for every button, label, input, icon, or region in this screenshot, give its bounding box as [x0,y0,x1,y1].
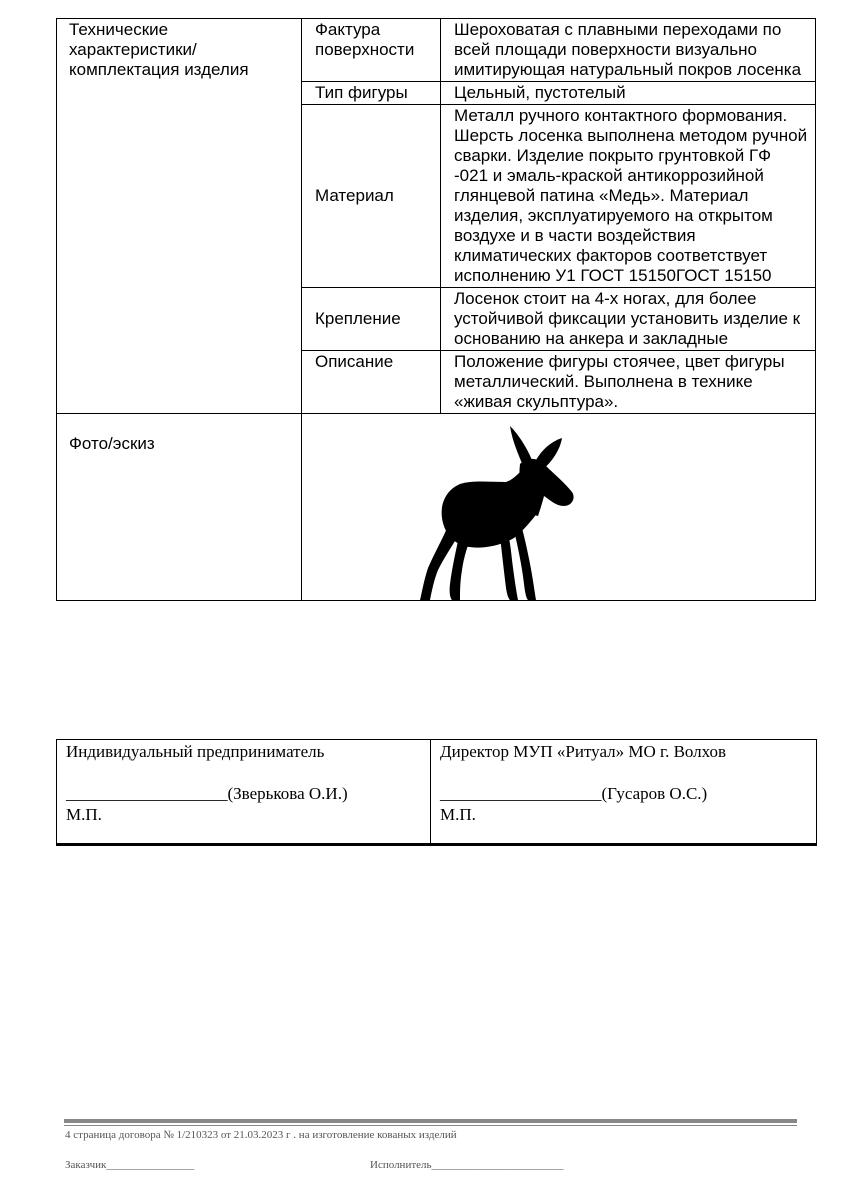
footer-contractor: Исполнитель________________________ [370,1159,564,1171]
moose-calf-silhouette-icon [414,420,586,602]
footer-rule-thin [64,1125,797,1126]
signature-block-left [57,740,431,845]
photo-cell [302,414,816,601]
row-label: Тип фигуры [302,82,441,105]
spec-table [56,18,816,601]
row-label: Описание [302,351,441,414]
signature-table [56,739,817,846]
signature-block-right [431,740,817,845]
row-label: Фактура поверхности [302,19,441,82]
row-value: Положение фигуры стоячее, цвет фигуры металлический. Выполнена в технике «живая скульптура». [441,351,816,414]
signatory-title: Директор МУП «Ритуал» МО г. Волхов [440,742,727,761]
stamp-place: М.П. [440,805,476,824]
signatory-title: Индивидуальный предприниматель [66,742,325,761]
row-value: Цельный, пустотелый [441,82,816,105]
footer-page-info: 4 страница договора № 1/210323 от 21.03.2023 г . на изготовление кованых изделий [65,1129,457,1141]
row-value: Лосенок стоит на 4-х ногах, для более устойчивой фиксации установить изделие к основанию на анкера и закладные [441,288,816,351]
footer-rule [64,1119,797,1123]
signature-line: ___________________(Гусаров О.С.) [440,784,708,803]
row-label: Крепление [302,288,441,351]
section-label: Технические характеристики/ комплектация изделия [57,19,302,414]
row-value: Металл ручного контактного формования. Шерсть лосенка выполнена методом ручной сварки. Изделие покрыто грунтовкой ГФ -021 и эмаль-краской антикоррозийной глянцевой патина «Медь». Материал изделия, эксплуатируемого на открытом воздухе и в части воздействия климатических факторов соответствует исполнению У1 ГОСТ 15150ГОСТ 15150 [441,105,816,288]
footer-customer: Заказчик________________ [65,1159,195,1171]
signature-line: ___________________(Зверькова О.И.) [66,784,348,803]
row-value: Шероховатая с плавными переходами по всей площади поверхности визуально имитирующая натуральный покров лосенка [441,19,816,82]
spec-row-photo [57,414,816,601]
row-label: Материал [302,105,441,288]
photo-label: Фото/эскиз [57,414,302,601]
spec-row-texture [57,19,816,82]
stamp-place: М.П. [66,805,102,824]
